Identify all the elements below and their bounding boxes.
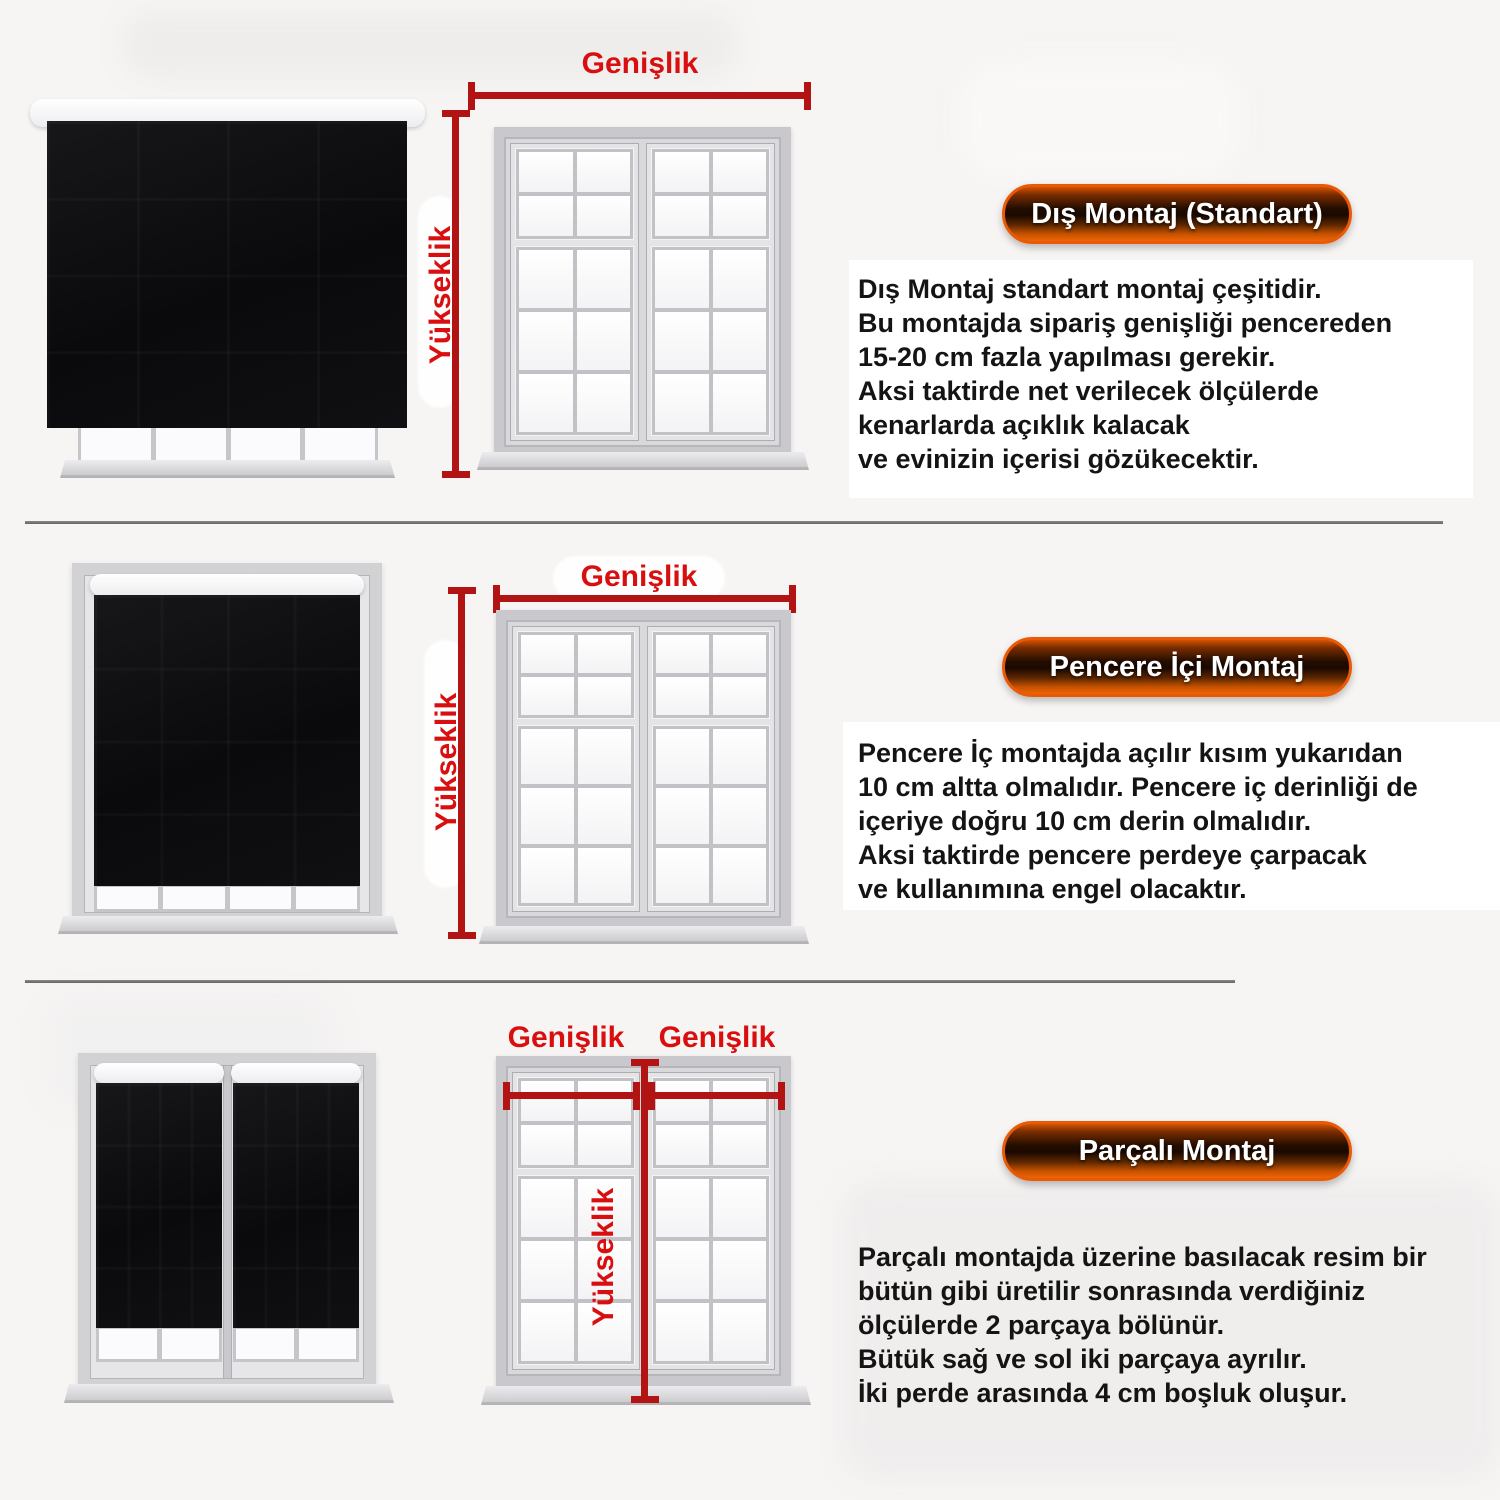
width-label-left: Genişlik <box>507 1021 625 1054</box>
roller-bar-right <box>231 1063 361 1083</box>
window-frame <box>496 610 791 928</box>
section-description <box>858 1240 1427 1410</box>
description-line: Parçalı montajda üzerine basılacak resim bir <box>858 1242 1427 1272</box>
window-bottom-panes <box>94 884 360 912</box>
description-line: 15-20 cm fazla yapılması gerekir. <box>858 342 1276 372</box>
window-center-mullion <box>223 1065 232 1379</box>
window-sash <box>517 725 635 907</box>
width-label: Genişlik <box>581 47 699 80</box>
badge-label: Parçalı Montaj <box>1078 1134 1276 1167</box>
black-roller-blind-right <box>233 1083 359 1328</box>
badge-label: Dış Montaj (Standart) <box>1031 197 1323 230</box>
window-sill <box>60 460 395 478</box>
description-line: Bütük sağ ve sol iki parçaya ayrılır. <box>858 1344 1307 1374</box>
width-label-right: Genişlik <box>658 1021 776 1054</box>
section-description <box>858 736 1418 906</box>
window-sash <box>651 246 770 436</box>
section-divider <box>25 980 1235 983</box>
section-description <box>858 272 1392 476</box>
window-sash <box>651 148 770 240</box>
window-casement <box>510 143 639 441</box>
window-casement <box>647 626 775 912</box>
height-label: Yükseklik <box>430 692 463 832</box>
section-title-badge <box>1002 637 1352 697</box>
width-measure-line-right <box>651 1092 782 1099</box>
window-illustration <box>496 610 791 928</box>
description-line: Bu montajda sipariş genişliği pencereden <box>858 308 1393 338</box>
window-illustration <box>494 127 791 457</box>
window-sash <box>515 246 634 436</box>
window-sash <box>517 631 635 719</box>
window-sill <box>58 916 398 934</box>
window-sash <box>652 1175 770 1365</box>
height-label: Yükseklik <box>424 225 457 365</box>
window-sill <box>64 1384 394 1403</box>
description-line: içeriye doğru 10 cm derin olmalıdır. <box>858 806 1312 836</box>
black-roller-blind <box>94 595 360 886</box>
window-casement <box>646 143 775 441</box>
description-line: ölçülerde 2 parçaya bölünür. <box>858 1310 1225 1340</box>
roller-bar <box>90 574 364 596</box>
description-line: Aksi taktirde pencere perdeye çarpacak <box>858 840 1367 870</box>
description-line: kenarlarda açıklık kalacak <box>858 410 1190 440</box>
description-line: 10 cm altta olmalıdır. Pencere iç derinliği de <box>858 772 1418 802</box>
window-bottom-panes <box>233 1326 359 1362</box>
height-measure-line <box>641 1062 648 1400</box>
description-line: Aksi taktirde net verilecek ölçülerde <box>858 376 1319 406</box>
window-sash <box>652 631 770 719</box>
section-divider <box>25 521 1443 524</box>
width-label: Genişlik <box>580 560 698 593</box>
window-sill <box>477 452 809 470</box>
description-line: bütün gibi üretilir sonrasında verdiğiniz <box>858 1276 1366 1306</box>
width-measure-line <box>496 595 793 602</box>
window-sash <box>517 1077 635 1169</box>
background-blob <box>960 60 1240 180</box>
window-casement <box>647 1072 775 1370</box>
window-sash <box>652 1077 770 1169</box>
roller-bar-left <box>94 1063 224 1083</box>
section-title-badge <box>1002 184 1352 244</box>
window-sash <box>515 148 634 240</box>
description-line: Pencere İç montajda açılır kısım yukarıdan <box>858 738 1403 768</box>
height-label: Yükseklik <box>587 1187 620 1327</box>
description-line: ve evinizin içerisi gözükecektir. <box>858 444 1259 474</box>
description-line: ve kullanımına engel olacaktır. <box>858 874 1247 904</box>
badge-label: Pencere İçi Montaj <box>1049 650 1305 683</box>
black-roller-blind-left <box>96 1083 222 1328</box>
window-bottom-panes <box>96 1326 222 1362</box>
section-title-badge <box>1002 1121 1352 1181</box>
black-roller-blind <box>47 121 407 428</box>
window-frame <box>494 127 791 457</box>
description-line: Dış Montaj standart montaj çeşitidir. <box>858 274 1322 304</box>
description-line: İki perde arasında 4 cm boşluk oluşur. <box>858 1378 1348 1408</box>
window-casement <box>512 626 640 912</box>
window-sill <box>479 926 809 944</box>
width-measure-line-left <box>506 1092 637 1099</box>
width-measure-line <box>471 92 808 99</box>
window-sash <box>652 725 770 907</box>
